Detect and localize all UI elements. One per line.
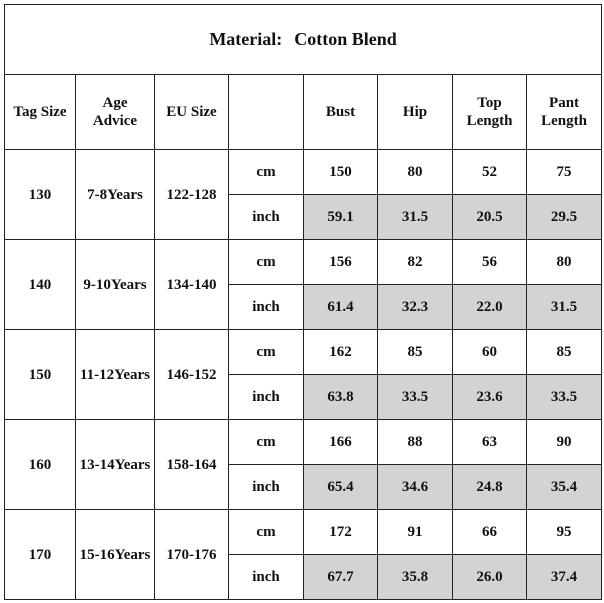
header-age-advice-line1: Age (102, 95, 128, 111)
eu-size-cell: 122-128 (155, 150, 229, 240)
table-row-cm (5, 510, 602, 555)
eu-size-cell: 134-140 (155, 240, 229, 330)
pant-length-inch-cell: 31.5 (527, 285, 602, 330)
header-age-advice-line2: Advice (92, 113, 138, 129)
hip-cm-cell: 82 (378, 240, 453, 285)
material-value: Cotton Blend (294, 28, 397, 49)
header-top-length (453, 75, 527, 150)
age-advice-cell: 15-16Years (76, 510, 155, 600)
pant-length-cm-cell: 80 (527, 240, 602, 285)
bust-cm-cell: 150 (304, 150, 378, 195)
unit-inch-cell: inch (229, 375, 304, 420)
tag-size-cell: 170 (5, 510, 76, 600)
pant-length-inch-cell: 29.5 (527, 195, 602, 240)
age-advice-cell: 9-10Years (76, 240, 155, 330)
header-hip: Hip (378, 75, 453, 150)
age-advice-cell: 13-14Years (76, 420, 155, 510)
pant-length-cm-cell: 90 (527, 420, 602, 465)
unit-cm-cell: cm (229, 510, 304, 555)
size-chart-table (4, 4, 602, 600)
bust-inch-cell: 67.7 (304, 555, 378, 600)
header-row (5, 75, 602, 150)
bust-inch-cell: 63.8 (304, 375, 378, 420)
header-age-advice (76, 75, 155, 150)
unit-cm-cell: cm (229, 150, 304, 195)
tag-size-cell: 130 (5, 150, 76, 240)
tag-size-cell: 140 (5, 240, 76, 330)
unit-inch-cell: inch (229, 195, 304, 240)
age-advice-cell: 11-12Years (76, 330, 155, 420)
bust-cm-cell: 162 (304, 330, 378, 375)
top-length-inch-cell: 26.0 (453, 555, 527, 600)
header-unit-blank (229, 75, 304, 150)
top-length-cm-cell: 52 (453, 150, 527, 195)
unit-cm-cell: cm (229, 330, 304, 375)
hip-inch-cell: 34.6 (378, 465, 453, 510)
header-top-length-line1: Top (477, 95, 502, 111)
hip-cm-cell: 85 (378, 330, 453, 375)
size-rows (5, 150, 602, 600)
header-tag-size: Tag Size (5, 75, 76, 150)
unit-cm-cell: cm (229, 240, 304, 285)
material-title (5, 5, 602, 75)
hip-cm-cell: 88 (378, 420, 453, 465)
top-length-cm-cell: 63 (453, 420, 527, 465)
table-row-cm (5, 240, 602, 285)
eu-size-cell: 170-176 (155, 510, 229, 600)
material-label: Material: (209, 28, 283, 49)
top-length-cm-cell: 60 (453, 330, 527, 375)
pant-length-inch-cell: 35.4 (527, 465, 602, 510)
table-row-cm (5, 330, 602, 375)
bust-cm-cell: 172 (304, 510, 378, 555)
pant-length-cm-cell: 95 (527, 510, 602, 555)
pant-length-inch-cell: 37.4 (527, 555, 602, 600)
eu-size-cell: 146-152 (155, 330, 229, 420)
top-length-inch-cell: 23.6 (453, 375, 527, 420)
hip-cm-cell: 91 (378, 510, 453, 555)
top-length-cm-cell: 56 (453, 240, 527, 285)
tag-size-cell: 150 (5, 330, 76, 420)
hip-cm-cell: 80 (378, 150, 453, 195)
header-pant-length-line1: Pant (549, 95, 580, 111)
header-pant-length-line2: Length (541, 113, 587, 129)
top-length-cm-cell: 66 (453, 510, 527, 555)
tag-size-cell: 160 (5, 420, 76, 510)
age-advice-cell: 7-8Years (76, 150, 155, 240)
table-row-cm (5, 150, 602, 195)
hip-inch-cell: 31.5 (378, 195, 453, 240)
bust-cm-cell: 156 (304, 240, 378, 285)
top-length-inch-cell: 24.8 (453, 465, 527, 510)
bust-inch-cell: 65.4 (304, 465, 378, 510)
table-row-cm (5, 420, 602, 465)
hip-inch-cell: 35.8 (378, 555, 453, 600)
pant-length-cm-cell: 75 (527, 150, 602, 195)
header-bust: Bust (304, 75, 378, 150)
hip-inch-cell: 33.5 (378, 375, 453, 420)
header-top-length-line2: Length (466, 113, 513, 129)
bust-inch-cell: 59.1 (304, 195, 378, 240)
header-pant-length (527, 75, 602, 150)
top-length-inch-cell: 20.5 (453, 195, 527, 240)
unit-cm-cell: cm (229, 420, 304, 465)
unit-inch-cell: inch (229, 555, 304, 600)
hip-inch-cell: 32.3 (378, 285, 453, 330)
pant-length-cm-cell: 85 (527, 330, 602, 375)
header-eu-size: EU Size (155, 75, 229, 150)
unit-inch-cell: inch (229, 465, 304, 510)
pant-length-inch-cell: 33.5 (527, 375, 602, 420)
bust-cm-cell: 166 (304, 420, 378, 465)
eu-size-cell: 158-164 (155, 420, 229, 510)
top-length-inch-cell: 22.0 (453, 285, 527, 330)
bust-inch-cell: 61.4 (304, 285, 378, 330)
unit-inch-cell: inch (229, 285, 304, 330)
